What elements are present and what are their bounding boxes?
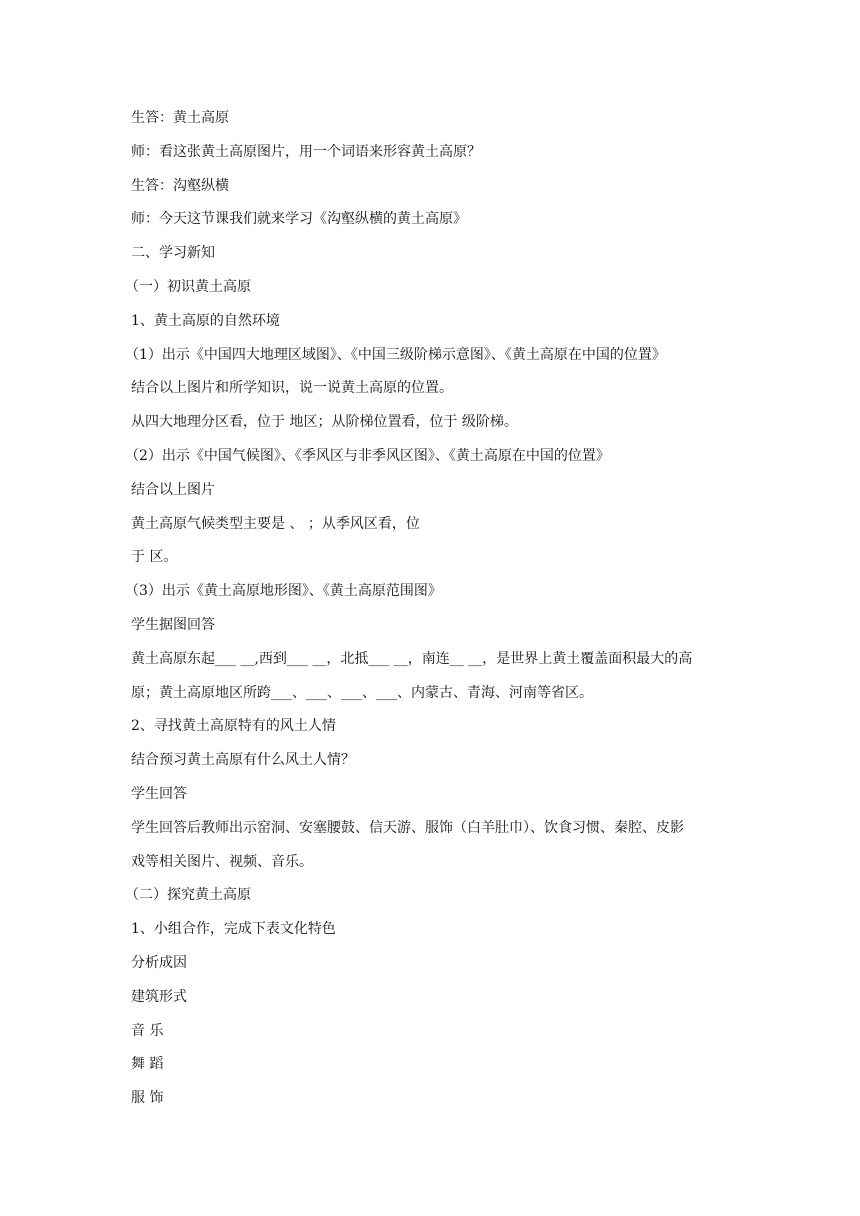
section-heading: 二、学习新知 — [131, 245, 215, 262]
text-line: 从四大地理分区看，位于 地区；从阶梯位置看，位于 级阶梯。 — [131, 414, 518, 431]
item-heading: 1、小组合作，完成下表文化特色 — [131, 921, 336, 938]
text-line: 结合以上图片和所学知识，说一说黄土高原的位置。 — [131, 380, 453, 397]
text-line: （3）出示《黄土高原地形图》、《黄土高原范围图》 — [125, 583, 442, 600]
text-line: 服 饰 — [131, 1090, 164, 1107]
text-line: 分析成因 — [131, 954, 187, 971]
text-line: 学生回答 — [131, 785, 187, 802]
text-line: 建筑形式 — [131, 988, 187, 1005]
text-line: 生答：黄土高原 — [131, 110, 229, 126]
text-line: 师：今天这节课我们就来学习《沟壑纵横的黄土高原》 — [131, 211, 467, 228]
subsection-heading: （一）初识黄土高原 — [125, 278, 251, 295]
text-line: （1）出示《中国四大地理区域图》、《中国三级阶梯示意图》、《黄土高原在中国的位置》 — [125, 346, 666, 363]
text-line: 戏等相关图片、视频、音乐。 — [131, 853, 313, 870]
text-line: 音 乐 — [131, 1022, 164, 1039]
text-line: 黄土高原气候类型主要是 、 ；从季风区看，位 — [131, 515, 420, 532]
text-line: 结合以上图片 — [131, 481, 215, 498]
text-line: 学生回答后教师出示窑洞、安塞腰鼓、信天游、服饰（白羊肚巾）、饮食习惯、秦腔、皮影 — [131, 819, 684, 836]
text-line: 学生据图回答 — [131, 616, 215, 633]
text-line: 原；黄土高原地区所跨___、___、___、___、内蒙古、青海、河南等省区。 — [131, 684, 593, 701]
text-line: 生答：沟壑纵横 — [131, 177, 229, 194]
text-line: 黄土高原东起___ __,西到___ __，北抵___ __，南连__ __，是世界上黄土覆盖面积最大的高 — [131, 650, 693, 667]
subsection-heading: （二）探究黄土高原 — [125, 887, 251, 904]
text-line: 师：看这张黄土高原图片，用一个词语来形容黄土高原？ — [131, 143, 481, 160]
text-line: 结合预习黄土高原有什么风土人情？ — [131, 752, 355, 769]
item-heading: 1、黄土高原的自然环境 — [131, 312, 280, 329]
document-body — [125, 108, 731, 1122]
text-line: （2）出示《中国气候图》、《季风区与非季风区图》、《黄土高原在中国的位置》 — [125, 447, 610, 464]
text-line: 于 区。 — [131, 549, 178, 566]
item-heading: 2、寻找黄土高原特有的风土人情 — [131, 718, 336, 735]
text-line: 舞 蹈 — [131, 1056, 164, 1073]
